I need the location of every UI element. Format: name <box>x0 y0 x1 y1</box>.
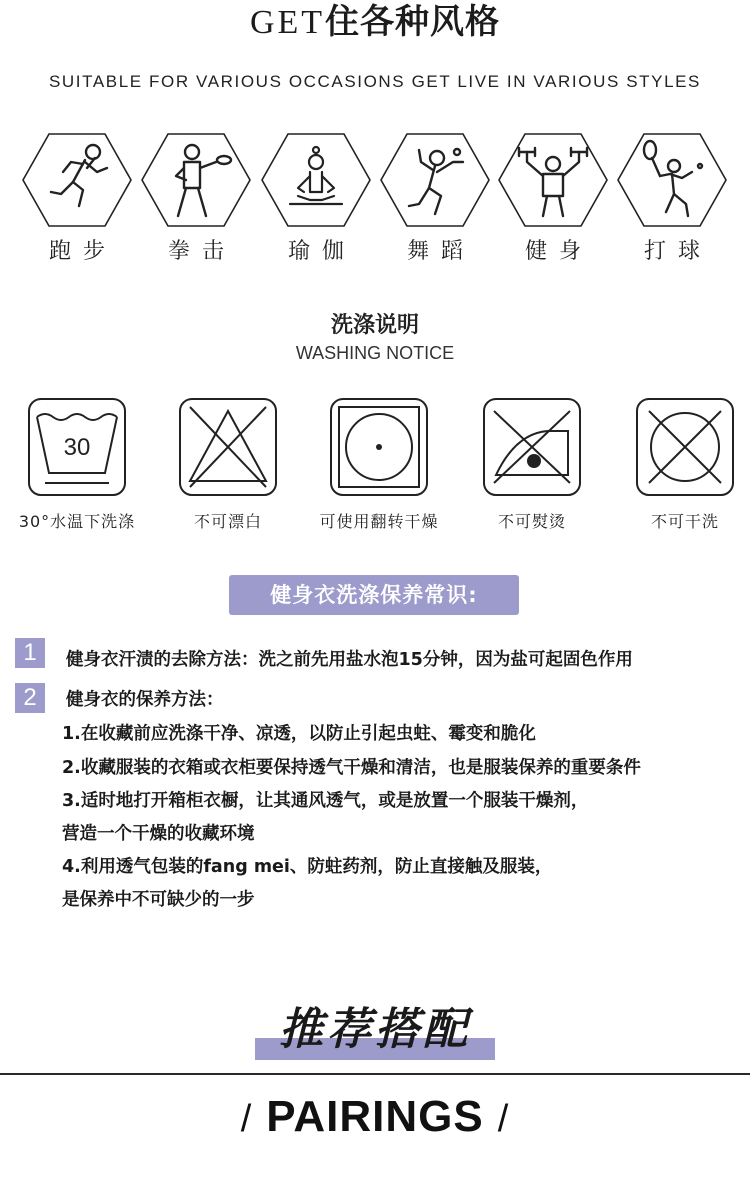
dance-icon <box>379 132 491 228</box>
sport-item-dance <box>379 132 491 265</box>
boxing-icon <box>140 132 252 228</box>
care-point-1: 健身衣汗渍的去除方法：洗之前先用盐水泡15分钟，因为盐可起固色作用 <box>66 650 633 670</box>
slash-right: / <box>497 1098 510 1140</box>
fitness-icon <box>497 132 609 228</box>
slash-left: / <box>240 1098 253 1140</box>
no-bleach-icon <box>178 397 278 497</box>
sport-item-boxing <box>140 132 252 265</box>
sport-label: 健身 <box>524 239 593 264</box>
pairings-heading <box>0 1092 750 1142</box>
sport-item-running <box>21 132 133 265</box>
care-item-tumble <box>309 397 449 532</box>
care-line: 1.在收藏前应洗涤干净、凉透，以防止引起虫蛀、霉变和脆化 <box>62 724 536 744</box>
divider <box>0 1073 750 1075</box>
care-item-wash <box>7 397 147 532</box>
no-dry-clean-icon <box>635 397 735 497</box>
washing-title: 洗涤说明 <box>330 313 419 338</box>
care-line: 是保养中不可缺少的一步 <box>62 890 255 910</box>
title-main: 住各种风格 <box>325 2 501 42</box>
care-point-2: 健身衣的保养方法： <box>66 690 224 710</box>
recommend-title: 推荐搭配 <box>279 1004 471 1055</box>
sport-label: 跑步 <box>48 239 117 264</box>
care-line: 2.收藏服装的衣箱或衣柜要保持透气干燥和清洁，也是服装保养的重要条件 <box>62 758 641 778</box>
care-label: 不可干洗 <box>650 512 719 531</box>
point-number-badge: 2 <box>15 683 45 713</box>
care-label: 不可漂白 <box>193 512 262 531</box>
care-label: 可使用翻转干燥 <box>319 512 439 531</box>
running-icon <box>21 132 133 228</box>
tumble-dry-icon <box>329 397 429 497</box>
point-number-badge: 1 <box>15 638 45 668</box>
care-line: 4.利用透气包装的fang mei、防蛀药剂，防止直接触及服装， <box>62 857 553 877</box>
pairings-text: PAIRINGS <box>266 1092 484 1141</box>
sport-item-yoga <box>260 132 372 265</box>
sport-item-fitness <box>497 132 609 265</box>
sport-label: 拳击 <box>167 239 236 264</box>
page-title <box>0 0 750 45</box>
care-label: 不可熨烫 <box>497 512 566 531</box>
care-item-iron <box>462 397 602 532</box>
care-label: 30°水温下洗涤 <box>18 512 136 531</box>
no-iron-icon <box>482 397 582 497</box>
care-item-bleach <box>158 397 298 532</box>
sport-item-badminton <box>616 132 728 265</box>
sport-label: 舞蹈 <box>406 239 475 264</box>
yoga-icon <box>260 132 372 228</box>
sport-label: 打球 <box>643 239 712 264</box>
wash-30-icon <box>27 397 127 497</box>
care-banner: 健身衣洗涤保养常识: <box>229 575 519 615</box>
sport-label: 瑜伽 <box>287 239 356 264</box>
care-item-dryclean <box>615 397 750 532</box>
title-prefix: GET <box>249 4 326 41</box>
care-line: 3.适时地打开箱柜衣橱，让其通风透气，或是放置一个服装干燥剂， <box>62 791 589 811</box>
badminton-icon <box>616 132 728 228</box>
wash-temperature: 30 <box>63 434 91 461</box>
page-subtitle: SUITABLE FOR VARIOUS OCCASIONS GET LIVE IN VARIOUS STYLES <box>48 72 702 91</box>
care-line: 营造一个干燥的收藏环境 <box>62 824 255 844</box>
washing-subtitle: WASHING NOTICE <box>295 343 455 363</box>
